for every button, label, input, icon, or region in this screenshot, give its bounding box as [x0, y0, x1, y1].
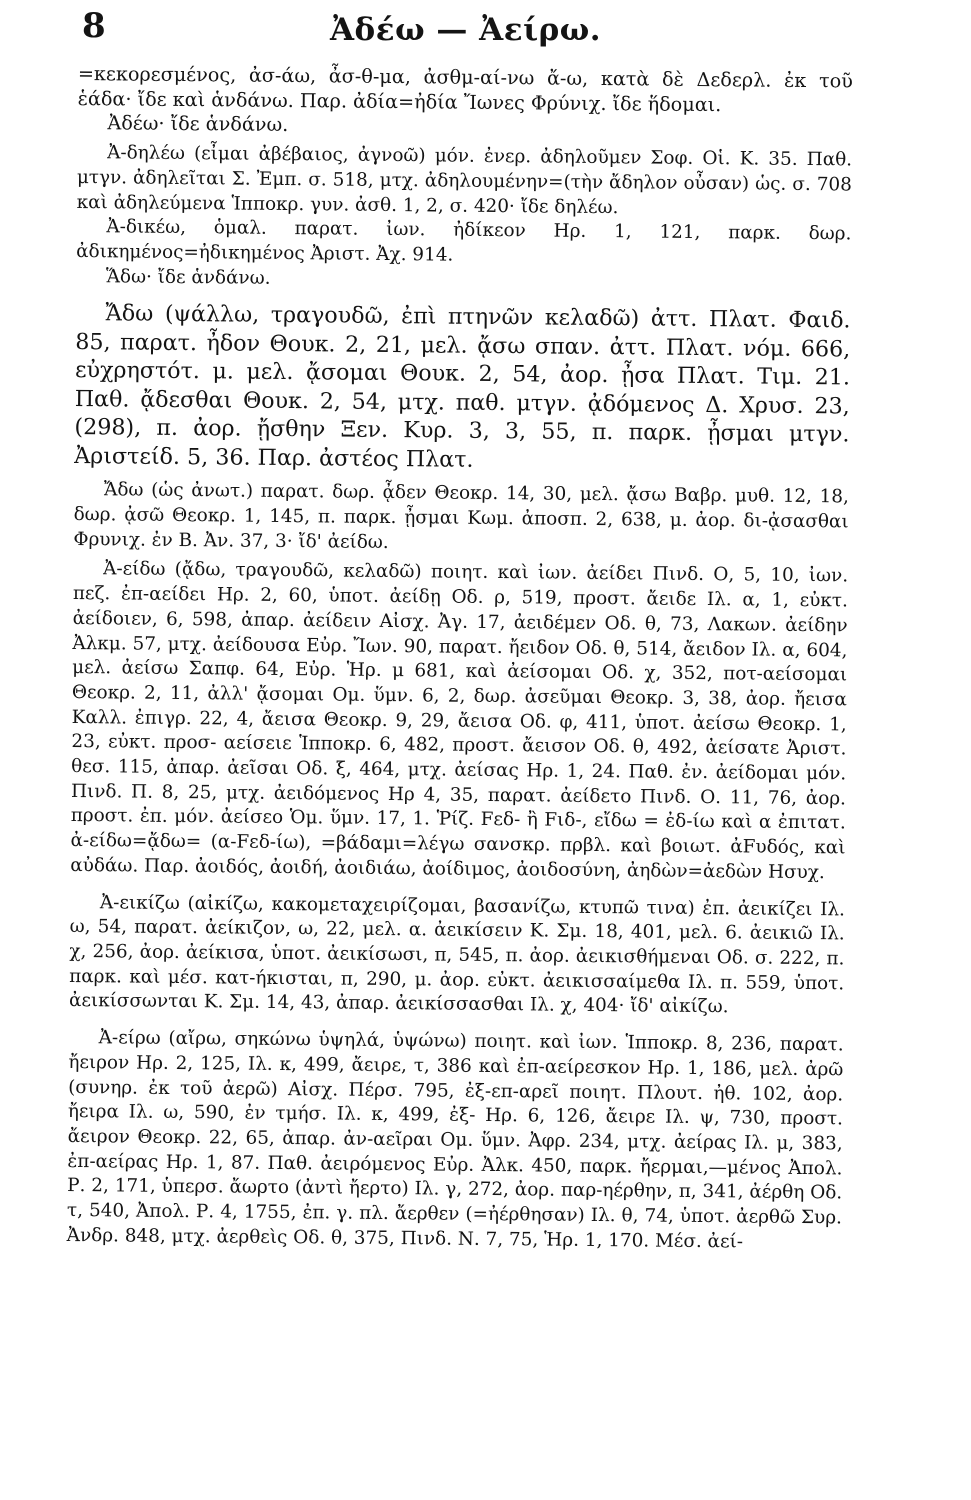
- entry-ado-anot: Ἄδω (ὡς ἀνωτ.) παρατ. δωρ. ᾆδεν Θεοκρ. 14, 30, μελ. ᾄσω Βαβρ. μυθ. 12, 18, δωρ. ᾀσῶ Θεοκρ. 1, 145, π. παρκ. ᾖσμαι Κωμ. ἀποσπ. 2, 638, μ. ἀορ. δι-ᾀσασθαι Φρυνιχ. ἐν Β. Ἀν. 37, 3· ἴδ' ἀείδω.: [73, 479, 849, 553]
- entry-aeido: Ἀ-είδω (ᾄδω, τραγουδῶ, κελαδῶ) ποιητ. καὶ ἰων. ἀείδει Πινδ. Ο, 5, 10, ἰων. πεζ. ἐπ-αείδει Ηρ. 2, 60, ὑποτ. ἀείδῃ Οδ. ρ, 519, προστ. ἄειδε Ιλ. α, 1, εὐκτ. ἀείδοιεν, 6, 598, ἀπαρ. ἀείδειν Αἰσχ. Ἀγ. 17, ἀειδέμεν Οδ. θ, 73, Λακων. ἀείδην Ἀλκμ. 57, μτχ. ἀείδουσα Εὐρ. Ἴων. 90, παρατ. ἤειδον Οδ. θ, 514, ἄειδον Ιλ. α, 604, μελ. ἀείσω Σαπφ. 64, Εὐρ. Ἡρ. μ 681, καὶ ἀείσομαι Οδ. χ, 352, ποτ-αείσομαι Θεοκρ. 2, 11, ἀλλ' ᾄσομαι Ομ. ὕμν. 6, 2, δωρ. ἀσεῦμαι Θεοκρ. 3, 38, ἀορ. ἤεισα Καλλ. ἐπιγρ. 22, 4, ἄεισα Θεοκρ. 9, 29, ἄεισα Οδ. φ, 411, ὑποτ. ἀείσω Θεοκρ. 1, 23, εὐκτ. προσ- αείσειε Ἱπποκρ. 6, 482, προστ. ἄεισον Οδ. θ, 492, ἀείσατε Ἀριστ. θεσ. 115, ἀπαρ. ἀεῖσαι Οδ. ξ, 464, μτχ. ἀείσας Ηρ. 1, 24. Παθ. ἐν. ἀείδομαι μόν. Πινδ. Π. 8, 25, μτχ. ἀειδόμενος Ηρ 4, 35, παρατ. ἀείδετο Πινδ. Ο. 11, 76, ἀορ. προστ. ἐπ. μόν. ἀείσεο Ὁμ. ὕμν. 17, 1. Ῥίζ. Fεδ- ἢ Fιδ-, εἴδω = ἐδ-ίω καὶ α ἐπιτατ. ἀ-είδω=ᾄδω= (α-Fεδ-ίω), =βάδαμι=λέγω σανσκρ. πρβλ. καὶ βοιωτ. ἀFυδός, καὶ αὐδάω. Παρ. ἀοιδός, ἀοιδή, ἀοιδιάω, ἀοίδιμος, ἀοιδοσύνη, ἀηδὼν=ἀεδὼν Ησυχ.: [70, 558, 849, 884]
- dictionary-body: [67, 62, 853, 1256]
- page-header: [78, 6, 853, 62]
- entry-adeo: Ἀδέω· ἴδε ἁνδάνω.: [107, 111, 289, 137]
- running-head: Ἀδέω — Ἀείρω.: [330, 12, 601, 48]
- entry-aeiro: Ἀ-είρω (αἴρω, σηκώνω ὑψηλά, ὑψώνω) ποιητ. καὶ ἰων. Ἱπποκρ. 8, 236, παρατ. ἤειρον Ηρ. 2, 125, Ιλ. κ, 499, ἄειρε, τ, 386 καὶ ἐπ-αείρεσκον Ηρ. 1, 186, μελ. ἀρῶ (συνηρ. ἐκ τοῦ ἀερῶ) Αἰσχ. Πέρσ. 795, ἐξ-επ-αρεῖ ποιητ. Πλουτ. ἠθ. 102, ἀορ. ἤειρα Ιλ. ω, 590, ἐν τμήσ. Ιλ. κ, 499, ἐξ- Ηρ. 6, 126, ἄειρε Ιλ. ψ, 730, προστ. ἄειρον Θεοκρ. 22, 65, ἀπαρ. ἀν-αεῖραι Ομ. ὕμν. Ἀφρ. 234, μτχ. ἀείρας Ιλ. μ, 383, ἐπ-αείρας Ηρ. 1, 87. Παθ. ἀειρόμενος Εὐρ. Ἀλκ. 450, παρκ. ἤερμαι,—μένος Ἀπολ. Ρ. 2, 171, ὑπερσ. ἄωρτο (ἀντὶ ἤερτο) Ιλ. γ, 272, ἀορ. παρ-ηέρθην, π, 341, ἀέρθη Οδ. τ, 540, Ἀπολ. Ρ. 4, 1755, ἐπ. γ. πλ. ἄερθεν (=ἠέρθησαν) Ιλ. θ, 74, ὑποτ. ἀερθῶ Συρ. Ἀνδρ. 848, μτχ. ἀερθεὶς Οδ. θ, 375, Πινδ. Ν. 7, 75, Ἡρ. 1, 170. Μέσ. ἀεί-: [66, 1027, 844, 1253]
- entry-ado-main: Ἄδω (ψάλλω, τραγουδῶ, ἐπὶ πτηνῶν κελαδῶ) ἀττ. Πλατ. Φαιδ. 85, παρατ. ἦδον Θουκ. 2, 21, μελ. ᾄσω σπαν. ἀττ. Πλατ. νόμ. 666, εὐχρηστότ. μ. μελ. ᾄσομαι Θουκ. 2, 54, ἀορ. ᾖσα Πλατ. Τιμ. 21. Παθ. ᾄδεσθαι Θουκ. 2, 54, μτχ. παθ. μτγν. ᾀδόμενος Δ. Χρυσ. 23, (298), π. ἀορ. ᾔσθην Ξεν. Κυρ. 3, 3, 55, π. παρκ. ᾖσμαι μτγν. Ἀριστείδ. 5, 36. Παρ. ἀστέος Πλατ.: [74, 300, 851, 473]
- page-number: 8: [82, 6, 106, 46]
- entry-kekoresmenos: =κεκορεσμένος, ἀσ-άω, ἆσ-θ-μα, ἀσθμ-αί-νω ἄ-ω, κατὰ δὲ Δεδερλ. ἐκ τοῦ ἑάδα· ἴδε καὶ ἁνδάνω. Παρ. ἀδία=ἠδία Ἴωνες Φρύνιχ. ἴδε ἥδομαι.: [77, 62, 853, 116]
- entry-ado-see: Ἅδω· ἴδε ἁνδάνω.: [105, 265, 271, 289]
- entry-aeikizo: Ἀ-εικίζω (αἰκίζω, κακομεταχειρίζομαι, βασανίζω, κτυπῶ τινα) ἐπ. ἀεικίζει Ιλ. ω, 54, παρατ. ἀείκιζον, ω, 22, μελ. α. ἀεικίσειν Κ. Σμ. 18, 401, μελ. 6. ἀεικιῶ Ιλ. χ, 256, ἀορ. ἀείκισα, ὑποτ. ἀεικίσωσι, π, 545, π. ἀορ. ἀεικισθήμεναι Οδ. σ. 222, π. παρκ. καὶ μέσ. κατ-ήκισται, π, 290, μ. ἀορ. εὐκτ. ἀεικισσαίμεθα Ιλ. π. 559, ὑποτ. ἀεικίσσωνται Κ. Σμ. 14, 43, ἀπαρ. ἀεικίσσασθαι Ιλ. χ, 404· ἴδ' αἰκίζω.: [68, 891, 846, 1018]
- entry-adikeo: Ἀ-δικέω, ὁμαλ. παρατ. ἰων. ἠδίκεον Ηρ. 1, 121, παρκ. δωρ. ἀδικημένος=ἠδικημένος Ἀριστ. Ἀχ. 914.: [76, 216, 852, 266]
- entry-adeleo: Ἀ-δηλέω (εἶμαι ἀβέβαιος, ἀγνοῶ) μόν. ἐνερ. ἀδηλοῦμεν Σοφ. Οἱ. Κ. 35. Παθ. μτγν. ἀδηλεῖται Σ. Ἐμπ. σ. 518, μτχ. ἀδηλουμένην=(τὴν ἄδηλον οὖσαν) ὡς. σ. 708 καὶ ἀδηλεύμενα Ἱπποκρ. γυν. ἀσθ. 1, 2, σ. 420· ἴδε δηλέω.: [76, 142, 853, 218]
